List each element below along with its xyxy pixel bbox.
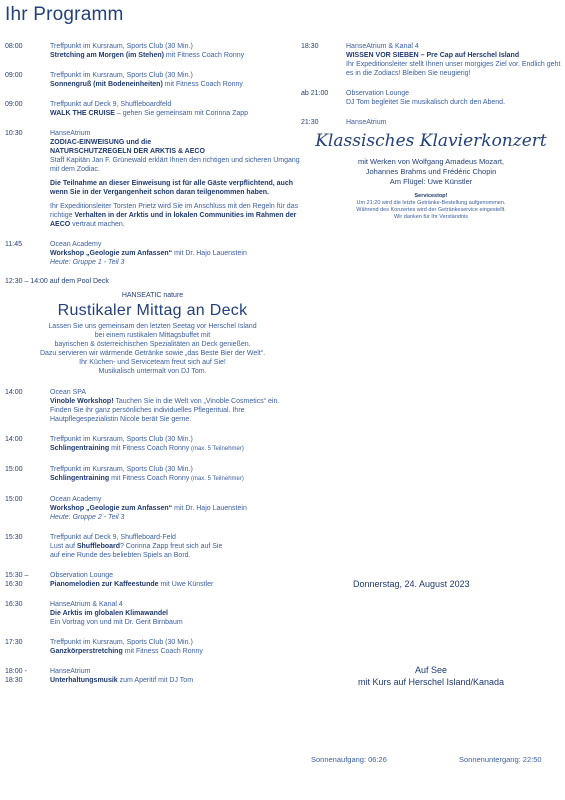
- entry-location: Treffpunkt auf Deck 9, Shuffleboardfeld: [50, 101, 172, 108]
- entry-time: 21:30: [301, 119, 319, 126]
- entry-note: Heute: Gruppe 2 - Teil 3: [50, 514, 125, 521]
- sunset: Sonnenuntergang: 22:50: [459, 755, 542, 764]
- lunch-subtitle: HANSEATIC nature: [121, 292, 184, 299]
- entry-capacity: (max. 5 Teilnehmer): [189, 476, 244, 482]
- concert-description: mit Werken von Wolfgang Amadeus Mozart, Johannes Brahms und Frédéric Chopin Am Flügel: Uwe Künstler: [357, 157, 505, 186]
- sunrise: Sonnenaufgang: 06:26: [311, 755, 387, 764]
- program-entry: [5, 638, 300, 656]
- lunch-description: Lassen Sie uns gemeinsam den letzten Seetag vor Herschel Island bei einem rustikalen Mittagsbuffet mit bayrischen & österreichischen Spezialitäten an Deck genießen. Dazu servieren wir wärmende Getränke sowie „das Beste Bier der Welt“. Ihr Küchen- und Serviceteam freut sich auf Sie! Musikalisch untermalt von DJ Tom.: [39, 323, 266, 375]
- entry-location: Observation Lounge: [346, 90, 410, 97]
- program-entry: [5, 435, 300, 454]
- entry-description: Tauchen Sie in die Welt von „Vinoble Cosmetics“ ein. Finden Sie ihr ganz persönliches individuelles Pflegeritual. Ihre Hautpflegespezialistin Nicole berät Sie gerne.: [50, 398, 280, 423]
- course-label: mit Kurs auf Herschel Island/Kanada: [357, 677, 505, 687]
- entry-location: HanseAtrium & Kanal 4: [50, 601, 123, 608]
- entry-host: mit Fitness Coach Ronny: [109, 445, 190, 452]
- entry-location: Treffpunkt im Kursraum, Sports Club (30 Min.): [50, 639, 193, 646]
- entry-host: – gehen Sie gemeinsam mit Corinna Zapp: [114, 110, 249, 117]
- entry-time: 11:45: [5, 241, 22, 248]
- entry-title: Ganzkörperstretching: [50, 648, 123, 655]
- entry-description: Staff Kapitän Jan F. Grünewald erklärt Ihnen den richtigen und sicheren Umgang mit dem Zodiac.: [50, 157, 300, 173]
- entry-capacity: (max. 5 Teilnehmer): [189, 446, 244, 452]
- entry-description: Ein Vortrag von und mit Dr. Gerit Birnbaum: [50, 619, 183, 626]
- entry-host: mit Fitness Coach Ronny: [162, 81, 243, 88]
- entry-location: Treffpunkt im Kursraum, Sports Club (30 Min.): [50, 466, 193, 473]
- entry-host: mit Fitness Coach Ronny: [122, 648, 203, 655]
- entry-title: WALK THE CRUISE: [50, 110, 115, 117]
- entry-title: WISSEN VOR SIEBEN – Pre Cap auf Herschel Island: [346, 52, 520, 59]
- entry-title: Workshop „Geologie zum Anfassen“: [50, 250, 173, 257]
- entry-time: 09:00: [5, 101, 23, 108]
- entry-note: Heute: Gruppe 1 - Teil 3: [50, 259, 125, 266]
- entry-location: HanseAtrium: [50, 130, 91, 137]
- entry-location: Observation Lounge: [50, 572, 114, 579]
- program-date: Donnerstag, 24. August 2023: [353, 579, 470, 589]
- page-title: Ihr Programm: [5, 4, 124, 25]
- entry-time: 10:30: [5, 130, 23, 137]
- at-sea-label: Auf See: [414, 665, 448, 675]
- entry-host: mit Fitness Coach Ronny: [163, 52, 245, 59]
- entry-title: Workshop „Geologie zum Anfassen“: [50, 505, 173, 512]
- program-entry-arktis: [5, 600, 300, 627]
- concert-title: Klassisches Klavierkonzert: [315, 131, 547, 151]
- program-entry-piano: [5, 571, 300, 589]
- entry-title: Die Arktis im globalen Klimawandel: [50, 610, 168, 617]
- lunch-title: Rustikaler Mittag an Deck: [57, 302, 248, 319]
- entry-description: Ihr Expeditionsleiter stellt Ihnen unser morgiges Ziel vor. Endlich geht es in die Zodiacs! Bleiben Sie neugierig!: [346, 61, 561, 77]
- entry-host: mit Dr. Hajo Lauenstein: [172, 250, 247, 257]
- lunch-time: 12:30 – 14:00 auf dem Pool Deck: [5, 278, 109, 285]
- entry-description: DJ Tom begleitet Sie musikalisch durch den Abend.: [346, 99, 506, 106]
- entry-time: 15:00: [5, 496, 23, 503]
- entry-location: Treffpunkt im Kursraum, Sports Club (30 Min.): [50, 43, 193, 50]
- entry-title: Schlingentraining: [50, 475, 110, 482]
- entry-location: Ocean Academy: [50, 241, 102, 248]
- program-entry-aperitif: [5, 667, 300, 685]
- program-entry-vinoble: [5, 388, 300, 424]
- service-notice: Servicestop! Um 21:20 wird die letzte Getränke-Bestellung aufgenommen. Während des Konzertes wird der Getränkeservice eingestellt. Wir danken für Ihr Verständnis: [356, 193, 506, 220]
- entry-title: Sonnengruß (mit Bodeneinheiten): [50, 81, 163, 88]
- entry-warning: Die Teilnahme an dieser Einweisung ist für alle Gäste verpflichtend, auch wenn Sie in der Vergangenheit schon daran teilgenommen haben.: [50, 180, 293, 196]
- entry-host: mit Fitness Coach Ronny: [109, 475, 190, 482]
- entry-location: HanseAtrium & Kanal 4: [346, 43, 419, 50]
- entry-time: 18:30: [301, 43, 319, 50]
- entry-time: 14:00: [5, 436, 23, 443]
- entry-time: 08:00: [5, 43, 23, 50]
- entry-location: Ocean Academy: [50, 496, 102, 503]
- entry-time: 15:00: [5, 466, 23, 473]
- program-entry-geology-2: [5, 495, 300, 522]
- entry-title-line1: ZODIAC-EINWEISUNG und die: [50, 139, 152, 146]
- entry-title: Unterhaltungsmusik: [50, 677, 118, 684]
- entry-time: 14:00: [5, 389, 23, 396]
- entry-description: Lust auf Shuffleboard? Corinna Zapp freut sich auf Sie: [50, 543, 223, 550]
- entry-location: HanseAtrium: [346, 119, 387, 126]
- entry-time: 15:30: [5, 534, 23, 541]
- program-entry-wissen: [301, 42, 561, 78]
- entry-location: Treffpunkt auf Deck 9, Shuffleboard-Feld: [50, 534, 176, 541]
- right-column: [301, 42, 561, 221]
- entry-location: Ocean SPA: [50, 389, 87, 396]
- program-entry-aeco: [5, 129, 300, 229]
- entry-title: Schlingentraining: [50, 445, 110, 452]
- entry-description-2: auf eine Runde des beliebten Spiels an Bord.: [50, 552, 191, 559]
- program-entry: [5, 465, 300, 484]
- entry-title: Vinoble Workshop!: [50, 398, 114, 405]
- program-entry-shuffleboard: [5, 533, 300, 560]
- entry-time: 15:30 – 16:30: [5, 572, 29, 588]
- program-entry-lounge: [301, 89, 561, 107]
- entry-time: 18:00 - 18:30: [5, 668, 27, 684]
- entry-title: Pianomelodien zur Kaffeestunde: [50, 581, 159, 588]
- entry-time: 09:00: [5, 72, 23, 79]
- entry-host: mit Uwe Künstler: [158, 581, 214, 588]
- program-entry: [5, 42, 300, 60]
- entry-time: 17:30: [5, 639, 23, 646]
- at-sea-info: [301, 664, 561, 688]
- program-entry-concert: [301, 118, 561, 127]
- entry-location: Treffpunkt im Kursraum, Sports Club (30 Min.): [50, 72, 193, 79]
- program-entry: [5, 71, 300, 89]
- entry-host: zum Aperitif mit DJ Tom: [117, 677, 194, 684]
- entry-time: 16:30: [5, 601, 23, 608]
- entry-title: Stretching am Morgen (im Stehen): [50, 52, 164, 59]
- program-entry: [5, 100, 300, 118]
- entry-aeco-text: Ihr Expeditionsleiter Torsten Prietz wird Sie im Anschluss mit den Regeln für das richtige Verhalten in der Arktis und in lokalen Communities im Rahmen der AECO vertraut machen.: [50, 203, 299, 228]
- entry-location: Treffpunkt im Kursraum, Sports Club (30 Min.): [50, 436, 193, 443]
- left-column: [5, 42, 300, 696]
- entry-location: HanseAtrium: [50, 668, 91, 675]
- program-entry-geology-1: [5, 240, 300, 267]
- entry-title-line2: NATURSCHUTZREGELN DER ARKTIS & AECO: [50, 148, 205, 155]
- entry-time: ab 21:00: [301, 90, 329, 97]
- entry-host: mit Dr. Hajo Lauenstein: [172, 505, 247, 512]
